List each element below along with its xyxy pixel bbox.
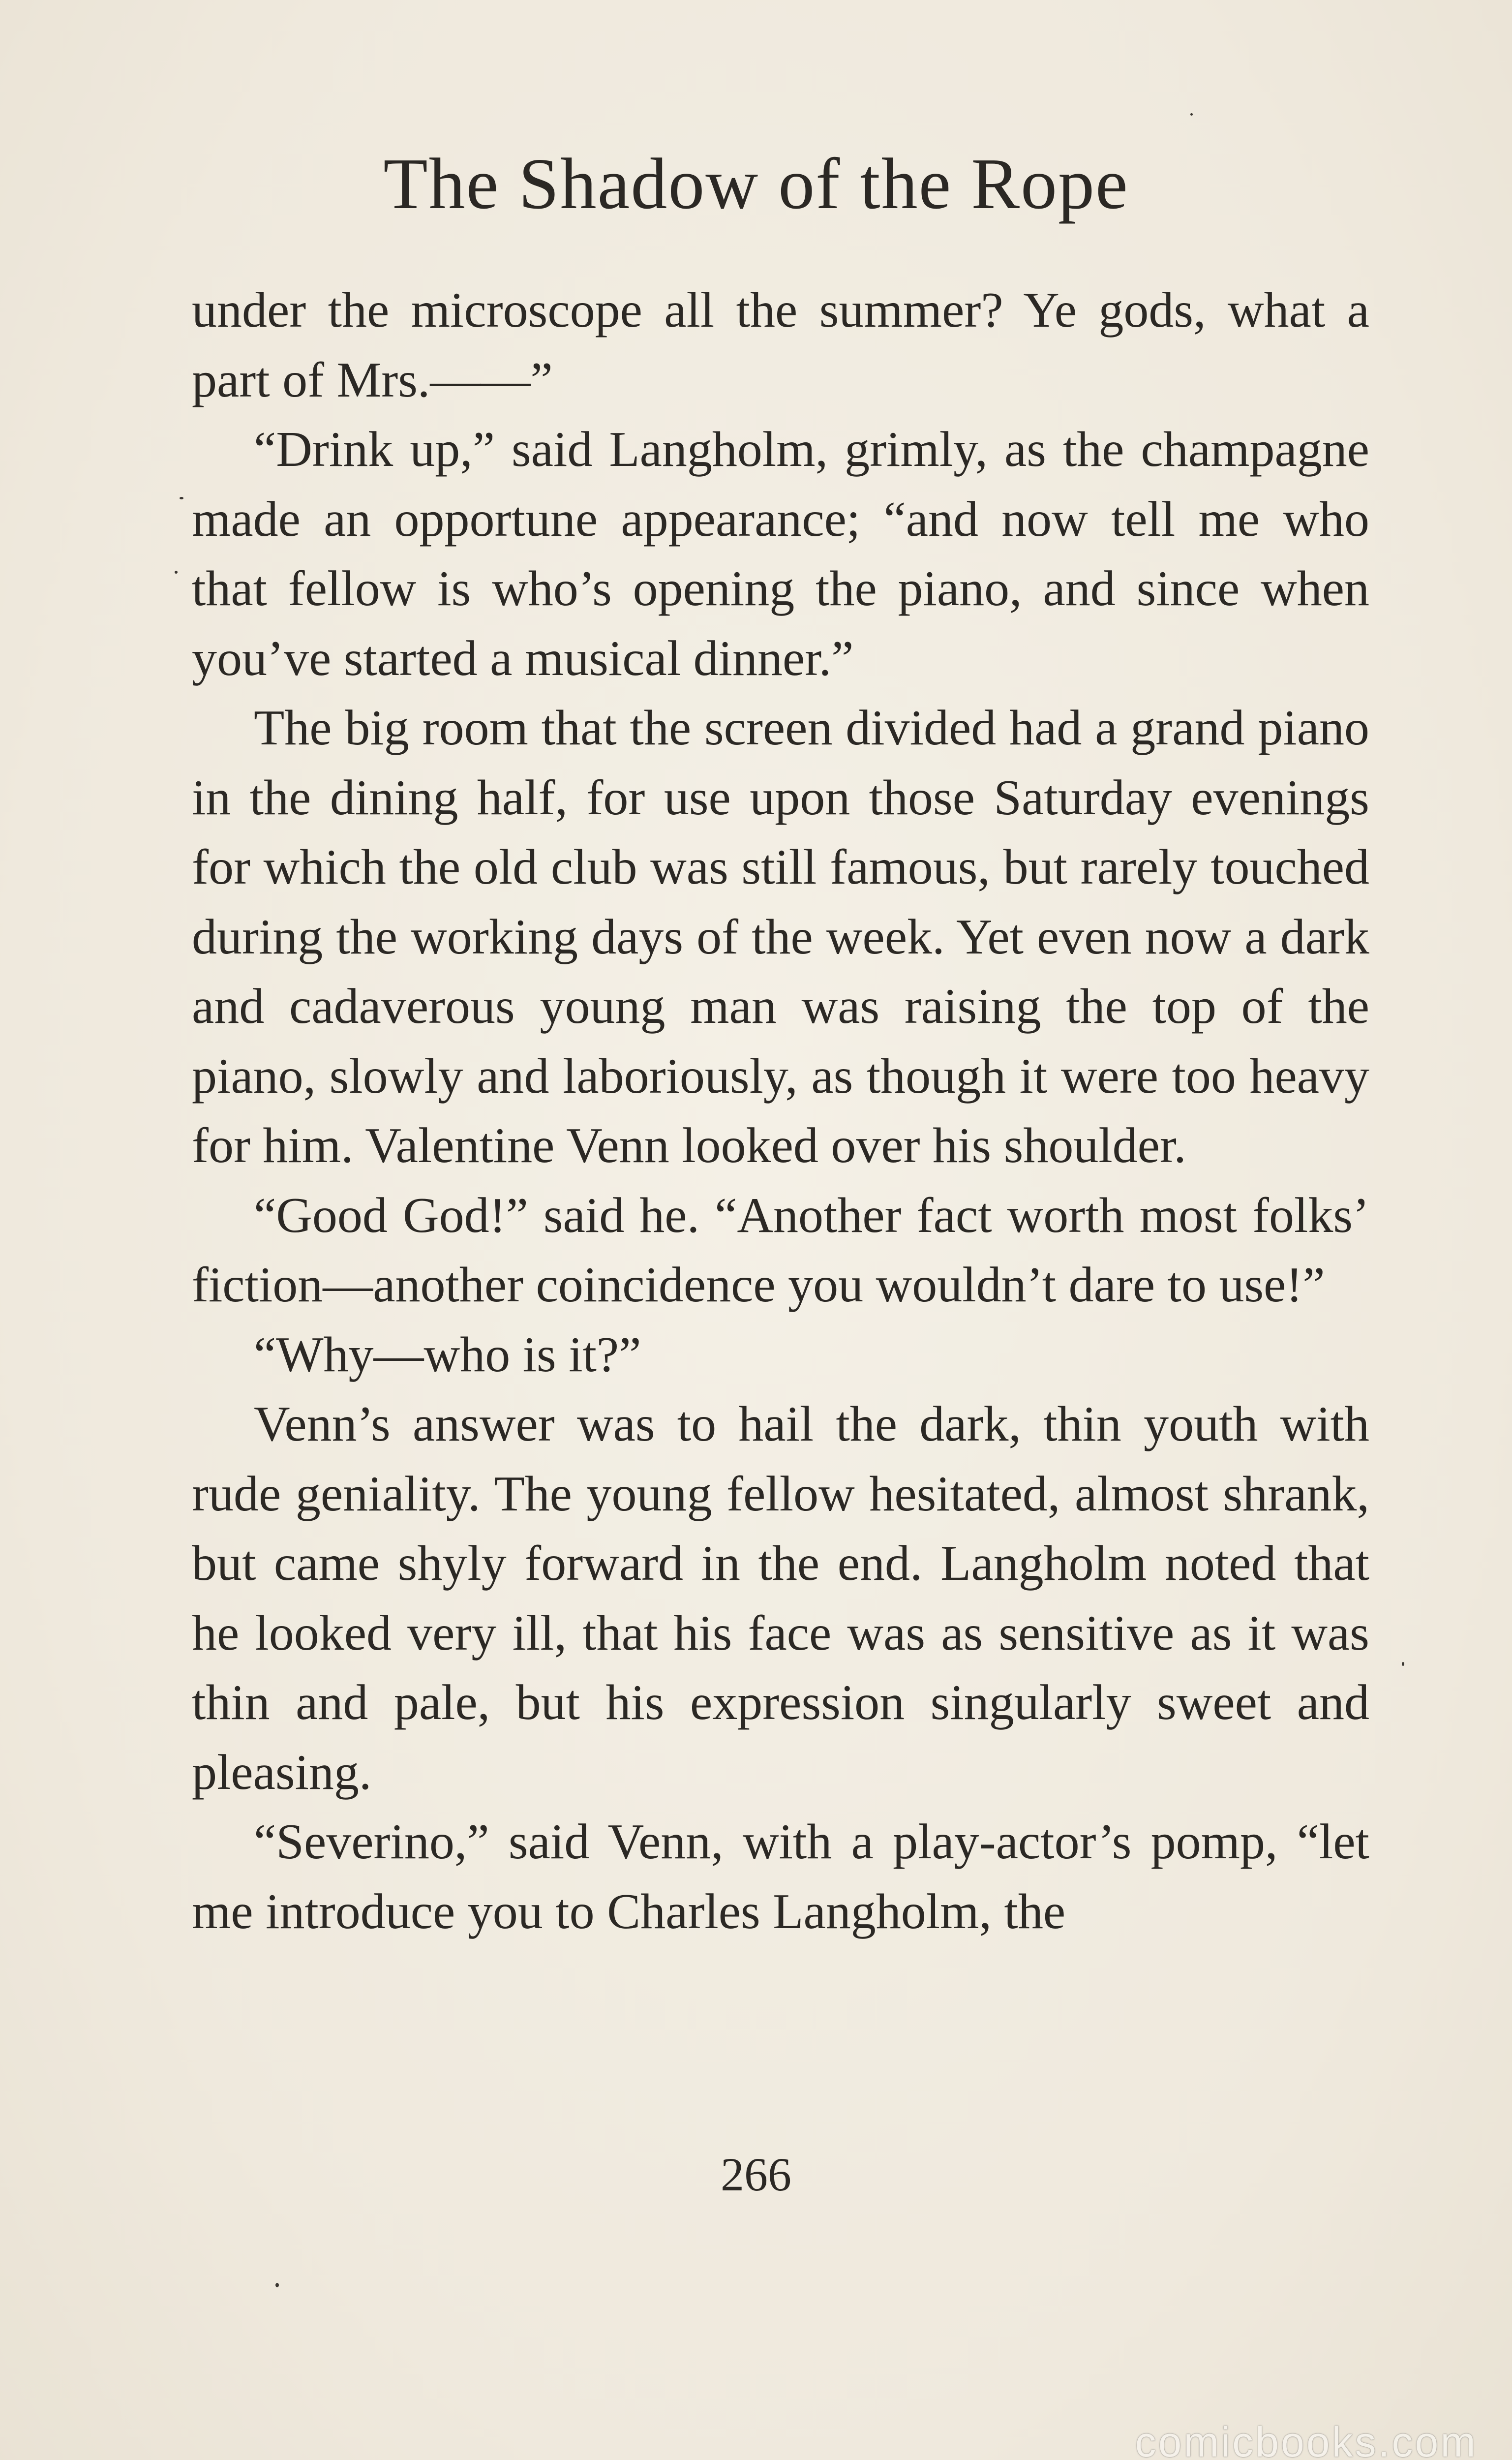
running-head: The Shadow of the Rope bbox=[383, 144, 1129, 224]
page-number: 266 bbox=[721, 2148, 791, 2201]
paragraph: “Severino,” said Venn, with a play-actor’s pomp, “let me introduce you to Charles Langholm, the bbox=[192, 1814, 1369, 1939]
watermark: comicbooks.com bbox=[1135, 2419, 1478, 2460]
body-text bbox=[192, 276, 1369, 1946]
paper-speck bbox=[1402, 1662, 1404, 1666]
paragraph: “Good God!” said he. “Another fact worth most folks’ fiction—another coincidence you wouldn’t dare to use!” bbox=[192, 1187, 1369, 1313]
paper-speck bbox=[1190, 113, 1193, 116]
paper-speck bbox=[275, 2283, 279, 2287]
paragraph: Venn’s answer was to hail the dark, thin youth with rude geniality. The young fellow hesitated, almost shrank, but came shyly forward in the end. Langholm noted that he looked very ill, that his face was as sensitive as it was thin and pale, but his expression singularly sweet and pleasing. bbox=[192, 1396, 1369, 1800]
paragraph: “Drink up,” said Langholm, grimly, as the champagne made an opportune appearance; “and now tell me who that fellow is who’s opening the piano, and since when you’ve started a musical dinner.” bbox=[192, 422, 1369, 686]
paper-speck bbox=[175, 571, 178, 574]
paragraph: under the microscope all the summer? Ye gods, what a part of Mrs.——” bbox=[192, 282, 1369, 408]
paper-speck bbox=[180, 497, 183, 499]
paragraph: The big room that the screen divided had a grand piano in the dining half, for use upon those Saturday evenings for which the old club was still famous, but rarely touched during the working days of the week. Yet even now a dark and cadaverous young man was raising the top of the piano, slowly and laboriously, as though it were too heavy for him. Valentine Venn looked over his shoulder. bbox=[192, 700, 1369, 1173]
paragraph: “Why—who is it?” bbox=[254, 1326, 641, 1383]
